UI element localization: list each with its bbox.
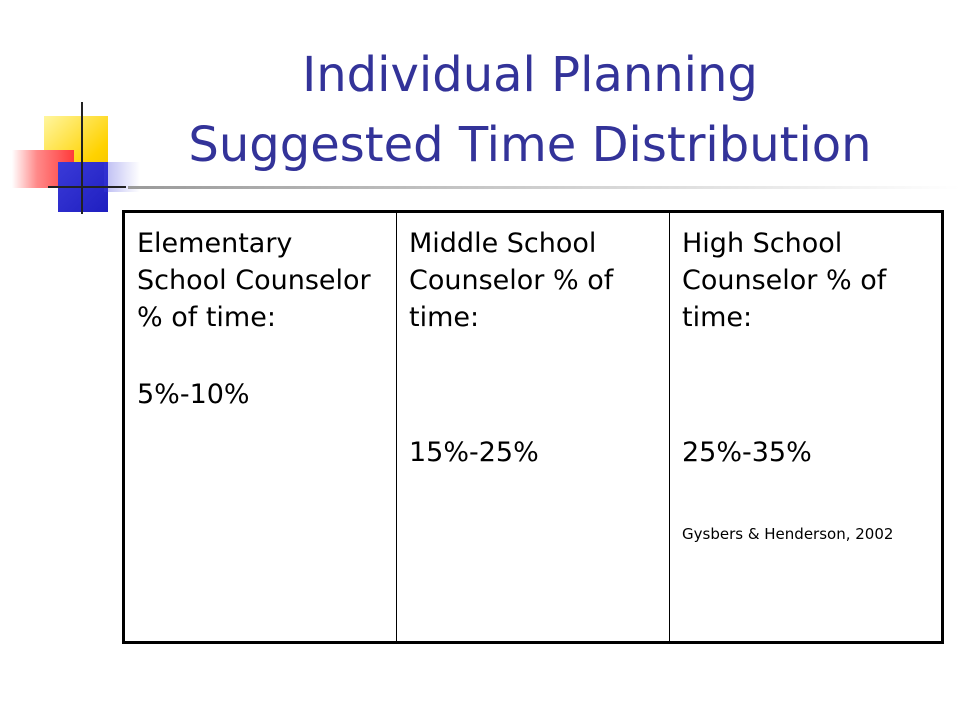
slide-title-line-1: Individual Planning <box>302 47 758 103</box>
decor-horizontal-line <box>48 186 126 188</box>
elementary-label: Elementary School Counselor % of time: <box>137 228 371 333</box>
title-underline <box>128 186 960 189</box>
middle-label: Middle School Counselor % of time: <box>409 228 614 333</box>
decor-vertical-line <box>81 102 83 214</box>
high-label: High School Counselor % of time: <box>682 228 887 333</box>
high-value: 25%-35% <box>682 437 812 468</box>
table-row <box>124 212 943 643</box>
slide-title-line-2: Suggested Time Distribution <box>188 117 872 173</box>
time-distribution-table <box>122 210 944 644</box>
table-cell-elementary <box>124 212 397 643</box>
middle-value: 15%-25% <box>409 437 539 468</box>
table-cell-high <box>670 212 943 643</box>
slide-title <box>110 40 950 180</box>
citation: Gysbers & Henderson, 2002 <box>682 525 894 543</box>
elementary-value: 5%-10% <box>137 379 250 410</box>
table-cell-middle <box>397 212 670 643</box>
